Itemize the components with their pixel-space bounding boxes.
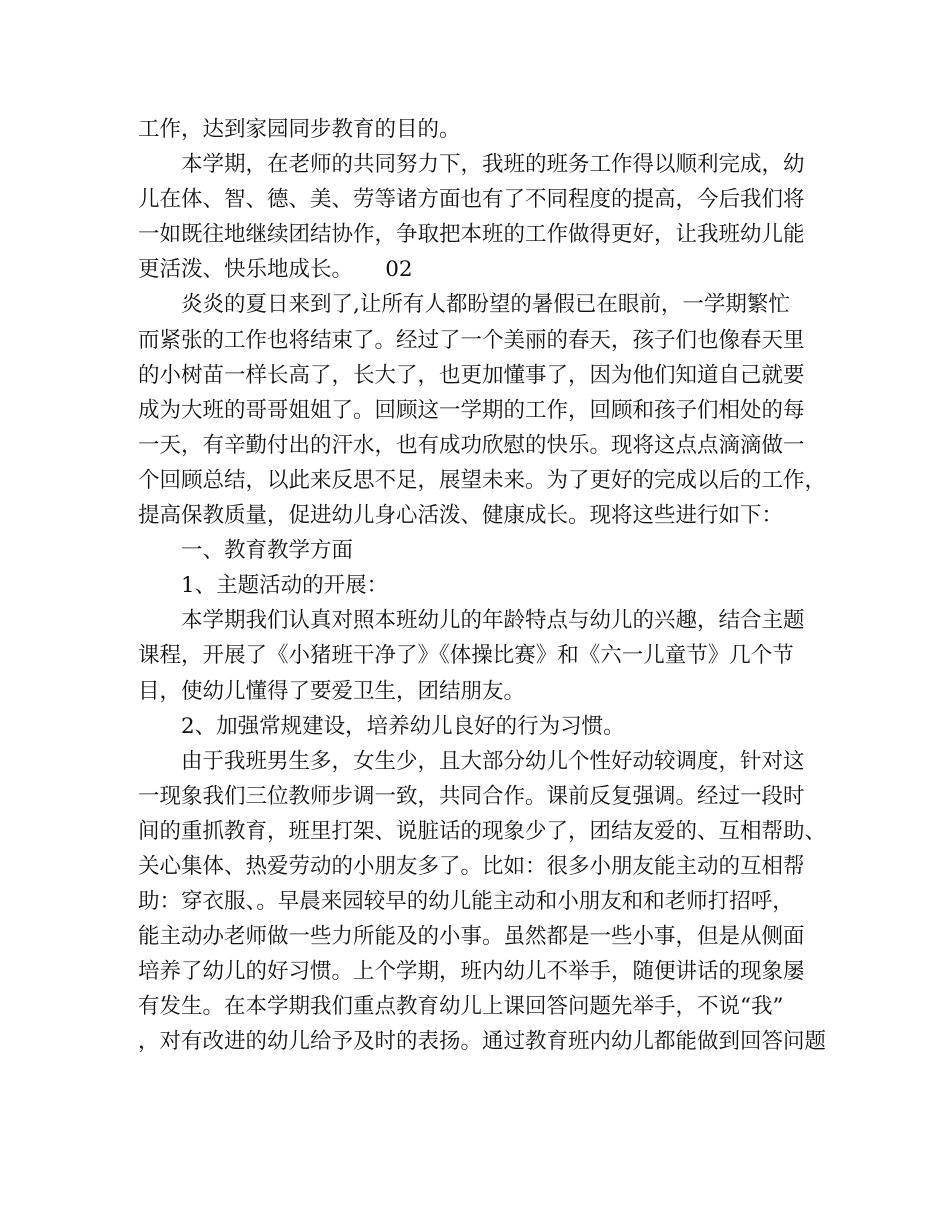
text-line: 一现象我们三位教师步调一致，共同合作。课前反复强调。经过一段时 xyxy=(138,783,805,809)
body-text xyxy=(138,112,827,1060)
text-line: 2、加强常规建设，培养幼儿良好的行为习惯。 xyxy=(181,713,625,739)
text-line: 成为大班的哥哥姐姐了。回顾这一学期的工作，回顾和孩子们相处的每 xyxy=(138,397,805,423)
text-line: 儿在体、智、德、美、劳等诸方面也有了不同程度的提高，今后我们将 xyxy=(138,187,805,213)
text-line: 1、主题活动的开展： xyxy=(181,573,389,599)
text-line: 一天，有辛勤付出的汗水，也有成功欣慰的快乐。现将这点点滴滴做一 xyxy=(138,432,805,458)
text-line: 提高保教质量，促进幼儿身心活泼、健康成长。现将这些进行如下： xyxy=(138,503,784,529)
text-line: 本学期，在老师的共同努力下，我班的班务工作得以顺利完成，幼 xyxy=(181,152,805,178)
text-line: 间的重抓教育，班里打架、说脏话的现象少了，团结友爱的、互相帮助、 xyxy=(138,818,827,844)
text-line: 的小树苗一样长高了，长大了，也更加懂事了，因为他们知道自己就要 xyxy=(138,362,805,388)
text-line: 由于我班男生多，女生少，且大部分幼儿个性好动较调度，针对这 xyxy=(181,748,805,774)
text-line: 一如既往地继续团结协作，争取把本班的工作做得更好，让我班幼儿能 xyxy=(138,222,805,248)
text-line: 培养了幼儿的好习惯。上个学期，班内幼儿不举手，随便讲话的现象屡 xyxy=(138,959,805,985)
text-line: 助：穿衣服、。早晨来园较早的幼儿能主动和小朋友和和老师打招呼， xyxy=(138,889,794,915)
text-line: 目，使幼儿懂得了要爱卫生，团结朋友。 xyxy=(138,678,526,704)
text-line: 关心集体、热爱劳动的小朋友多了。比如：很多小朋友能主动的互相帮 xyxy=(138,853,805,879)
text-line: 炎炎的夏日来到了,让所有人都盼望的暑假已在眼前，一学期繁忙 xyxy=(181,292,790,318)
text-line: 课程，开展了《小猪班干净了》《体操比赛》和《六一儿童节》几个节 xyxy=(138,643,794,669)
text-line: 本学期我们认真对照本班幼儿的年龄特点与幼儿的兴趣，结合主题 xyxy=(181,608,805,634)
text-line: 更活泼、快乐地成长。 02 xyxy=(138,257,413,283)
text-line: 而紧张的工作也将结束了。经过了一个美丽的春天，孩子们也像春天里 xyxy=(138,327,805,353)
text-line: 有发生。在本学期我们重点教育幼儿上课回答问题先举手，不说“我” xyxy=(138,994,784,1020)
text-line: 一、教育教学方面 xyxy=(181,538,354,564)
text-line: 个回顾总结，以此来反思不足，展望未来。为了更好的完成以后的工作， xyxy=(138,467,827,493)
text-line: 能主动办老师做一些力所能及的小事。虽然都是一些小事，但是从侧面 xyxy=(138,924,805,950)
text-line: ，对有改进的幼儿给予及时的表扬。通过教育班内幼儿都能做到回答问题 xyxy=(138,1029,827,1055)
text-line: 工作，达到家园同步教育的目的。 xyxy=(138,117,461,142)
